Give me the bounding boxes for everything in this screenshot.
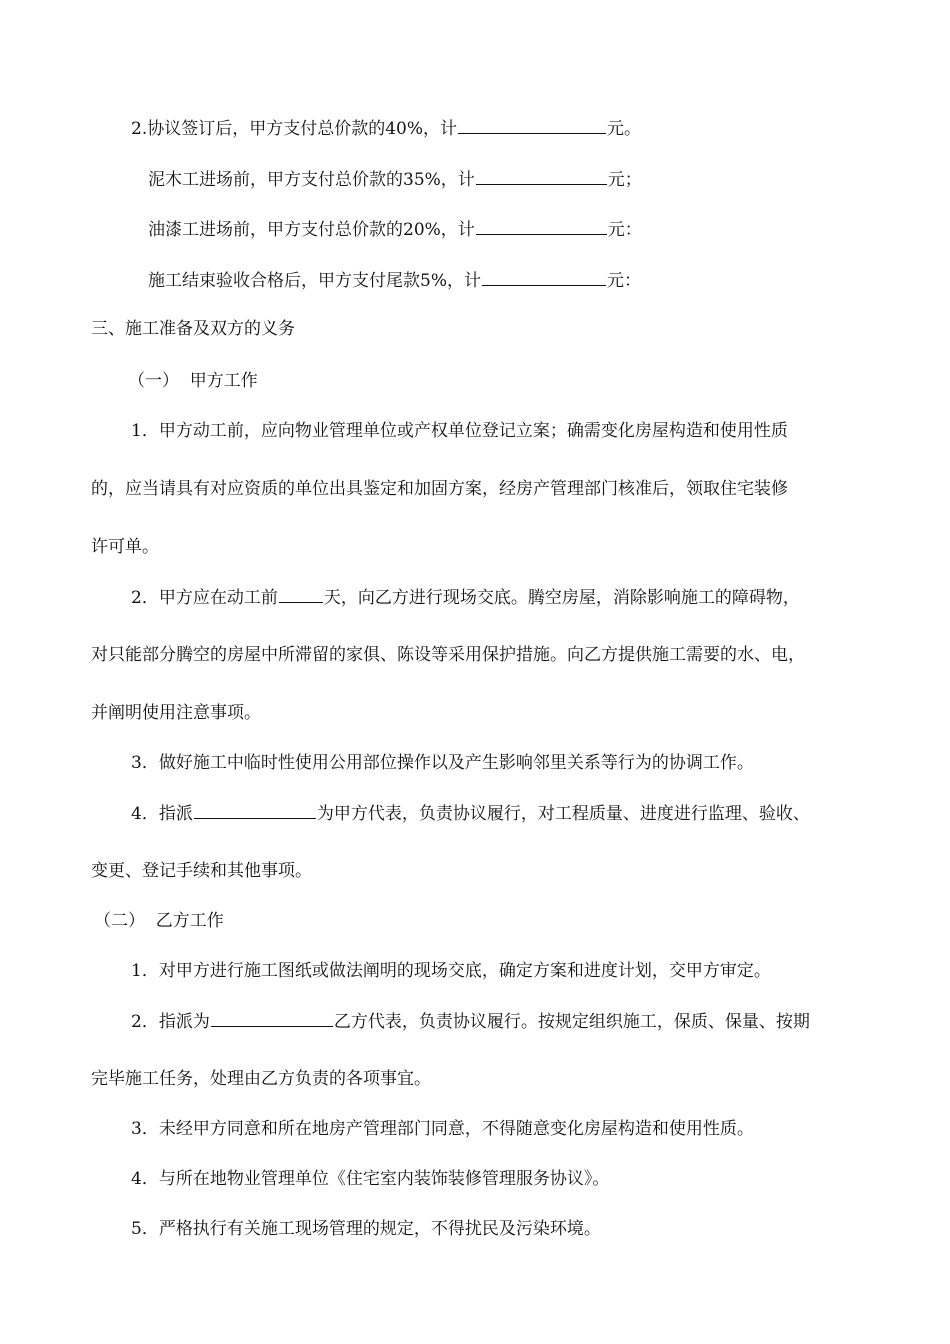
representative-blank — [194, 801, 316, 819]
party-b-item-2-rest: 乙方代表，负责协议履行。按规定组织施工，保质、保量、按期 — [333, 1012, 810, 1032]
payment-line-4-text: 施工结束验收合格后，甲方支付尾款5%，计 — [148, 271, 481, 291]
party-a-item-2-line-1 — [131, 585, 800, 610]
party-b-item-3: 3．未经甲方同意和所在地房产管理部门同意，不得随意变化房屋构造和使用性质。 — [131, 1119, 754, 1139]
party-a-item-4-line-2: 变更、登记手续和其他事项。 — [91, 861, 312, 881]
party-a-item-2-line-2: 对只能部分腾空的房屋中所滞留的家俱、陈设等采用保护措施。向乙方提供施工需要的水、电， — [91, 645, 805, 665]
party-b-item-5: 5．严格执行有关施工现场管理的规定，不得扰民及污染环境。 — [131, 1219, 601, 1239]
party-a-item-2-text: 2．甲方应在动工前 — [131, 588, 278, 608]
payment-line-2 — [148, 167, 642, 192]
party-b-item-2-text: 2．指派为 — [131, 1012, 210, 1032]
amount-blank — [482, 268, 606, 286]
payment-line-4 — [148, 268, 641, 293]
payment-line-2-suffix: 元； — [607, 170, 642, 190]
party-a-item-3: 3．做好施工中临时性使用公用部位操作以及产生影响邻里关系等行为的协调工作。 — [131, 753, 754, 773]
payment-line-3-text: 油漆工进场前，甲方支付总价款的20%，计 — [148, 220, 475, 240]
party-b-heading: （二） 乙方工作 — [94, 911, 224, 931]
party-b-item-2-line-1 — [131, 1009, 810, 1034]
payment-line-1 — [131, 116, 641, 141]
party-a-item-1-line-2: 的，应当请具有对应资质的单位出具鉴定和加固方案，经房产管理部门核准后，领取住宅装修 — [91, 479, 788, 499]
payment-line-3 — [148, 217, 642, 242]
payment-line-4-suffix: 元： — [606, 271, 641, 291]
amount-blank — [458, 116, 606, 134]
party-a-item-4-rest: 为甲方代表，负责协议履行，对工程质量、进度进行监理、验收、 — [316, 804, 810, 824]
party-a-item-2-line-3: 并阐明使用注意事项。 — [91, 703, 261, 723]
payment-line-2-text: 泥木工进场前，甲方支付总价款的35%，计 — [148, 170, 475, 190]
party-a-item-1-line-3: 许可单。 — [91, 537, 159, 557]
payment-line-1-suffix: 元。 — [607, 119, 642, 139]
party-a-item-1-line-1: 1．甲方动工前，应向物业管理单位或产权单位登记立案；确需变化房屋构造和使用性质 — [131, 421, 788, 441]
party-a-item-4-line-1 — [131, 801, 810, 826]
party-a-item-2-rest: 天，向乙方进行现场交底。腾空房屋，消除影响施工的障碍物， — [323, 588, 800, 608]
payment-line-3-suffix: 元： — [607, 220, 642, 240]
amount-blank — [476, 167, 607, 185]
amount-blank — [476, 217, 607, 235]
days-blank — [279, 585, 323, 603]
party-b-item-4: 4．与所在地物业管理单位《住宅室内装饰装修管理服务协议》。 — [131, 1169, 610, 1189]
party-a-heading: （一） 甲方工作 — [128, 371, 258, 391]
payment-line-1-text: 2.协议签订后，甲方支付总价款的40%，计 — [131, 119, 458, 139]
party-b-item-1: 1．对甲方进行施工图纸或做法阐明的现场交底，确定方案和进度计划，交甲方审定。 — [131, 961, 771, 981]
representative-blank — [211, 1009, 333, 1027]
section-heading: 三、施工准备及双方的义务 — [91, 319, 295, 339]
party-b-item-2-line-2: 完毕施工任务，处理由乙方负责的各项事宜。 — [91, 1069, 431, 1089]
party-a-item-4-text: 4．指派 — [131, 804, 193, 824]
